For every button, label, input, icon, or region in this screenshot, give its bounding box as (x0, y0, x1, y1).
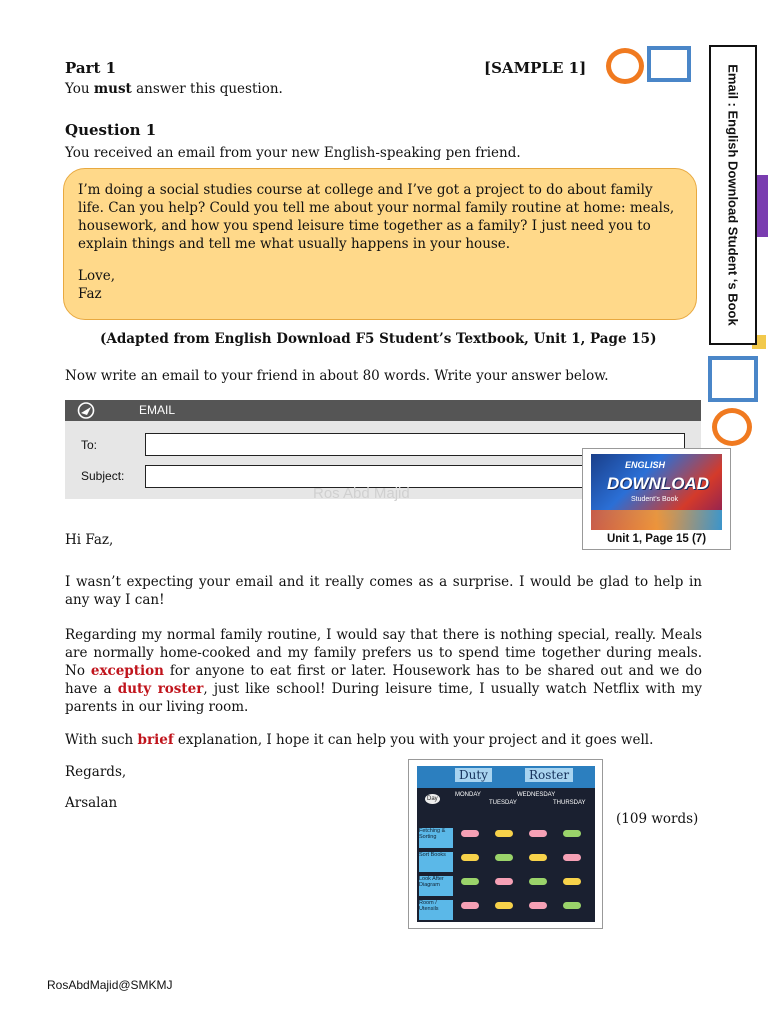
sample-label: [SAMPLE 1] (484, 59, 587, 77)
book-title-line1: ENGLISH (625, 460, 666, 470)
roster-task-3: Look After Diagram (419, 876, 453, 896)
source-citation: (Adapted from English Download F5 Student’s Textbook, Unit 1, Page 15) (100, 331, 657, 347)
keyword-brief: brief (137, 732, 174, 748)
word-count: (109 words) (616, 811, 699, 827)
roster-day-2: TUESDAY (489, 800, 517, 806)
answer-paragraph-3: With such brief explanation, I hope it can help you with your project and it goes well. (65, 732, 654, 748)
instruction: You must answer this question. (65, 81, 283, 97)
keyword-exception: exception (90, 663, 164, 679)
roster-tag (563, 830, 581, 837)
roster-tag (495, 830, 513, 837)
book-thumbnail (582, 448, 731, 550)
question-title: Question 1 (65, 121, 157, 139)
letter-signature: Faz (78, 286, 102, 302)
footer-credit: RosAbdMajid@SMKMJ (47, 978, 173, 992)
roster-tag (563, 854, 581, 861)
keyword-duty-roster: duty roster (117, 681, 204, 697)
book-cover-image (591, 454, 722, 530)
orange-circle-icon (606, 48, 644, 84)
answer-greeting: Hi Faz, (65, 532, 114, 548)
roster-tag (461, 902, 479, 909)
roster-tag (495, 878, 513, 885)
roster-tag (461, 878, 479, 885)
side-label: Email : English Download Student ‘s Book (725, 64, 741, 326)
roster-tag (461, 830, 479, 837)
email-header-bar (65, 400, 701, 421)
letter-bubble (63, 168, 697, 320)
book-cover-stripe (591, 510, 722, 530)
question-intro: You received an email from your new English-speaking pen friend. (65, 145, 521, 161)
purple-tab-decor (757, 175, 768, 237)
roster-task-2: Sort Books (419, 852, 453, 872)
roster-day-3: WEDNESDAY (517, 792, 556, 798)
orange-circle-icon-2 (712, 408, 752, 446)
watermark: Ros Abd Majid (313, 485, 410, 502)
book-subtitle: Student’s Book (631, 496, 678, 503)
task-instruction: Now write an email to your friend in about 80 words. Write your answer below. (65, 368, 609, 384)
answer-regards: Regards, (65, 764, 127, 780)
answer-paragraph-2: Regarding my normal family routine, I would say that there is nothing special, really. Meals are normally home-cooked and my family prefers us to spend time together during meals. No exception for anyone to eat first or later. Housework has to be shared out and we do have a duty roster, just like school! During leisure time, I usually watch Netflix with my parents in our living room. (65, 627, 703, 715)
roster-day-4: THURSDAY (553, 800, 586, 806)
answer-paragraph-1: I wasn’t expecting your email and it really comes as a surprise. I would be glad to help in any way I can! (65, 574, 702, 608)
roster-tag (529, 854, 547, 861)
duty-roster-photo (408, 759, 603, 929)
roster-task-4: Room / Utensils (419, 900, 453, 920)
roster-tag (529, 830, 547, 837)
roster-task-1: Fetching & Sorting (419, 828, 453, 848)
book-title-line2: DOWNLOAD (607, 474, 709, 493)
roster-board (417, 766, 595, 922)
blue-square-icon-2 (708, 356, 758, 402)
letter-body: I’m doing a social studies course at college and I’ve got a project to do about family life. Can you help? Could you tell me about your normal family routine at home: meals, housework, and how you spend leisure time together as a family? I just need you to explain things and tell me what usually happens in your house. (78, 182, 675, 252)
roster-tag (461, 854, 479, 861)
subject-label: Subject: (81, 469, 125, 483)
roster-tag (529, 902, 547, 909)
to-label: To: (81, 438, 98, 452)
side-label-box (709, 45, 757, 345)
roster-day-1: MONDAY (455, 792, 481, 798)
email-logo-icon (77, 402, 95, 419)
roster-tag (563, 902, 581, 909)
roster-title-left: Duty (455, 768, 492, 782)
roster-corner: Day (427, 796, 438, 802)
roster-tag (495, 854, 513, 861)
roster-tag (563, 878, 581, 885)
roster-title-right: Roster (525, 768, 573, 782)
blue-square-icon (647, 46, 691, 82)
letter-closing: Love, (78, 268, 115, 284)
roster-tag (495, 902, 513, 909)
roster-tag (529, 878, 547, 885)
book-caption: Unit 1, Page 15 (7) (606, 533, 707, 545)
email-header-label: EMAIL (139, 403, 176, 417)
answer-name: Arsalan (65, 795, 118, 811)
part-title: Part 1 (65, 59, 117, 77)
